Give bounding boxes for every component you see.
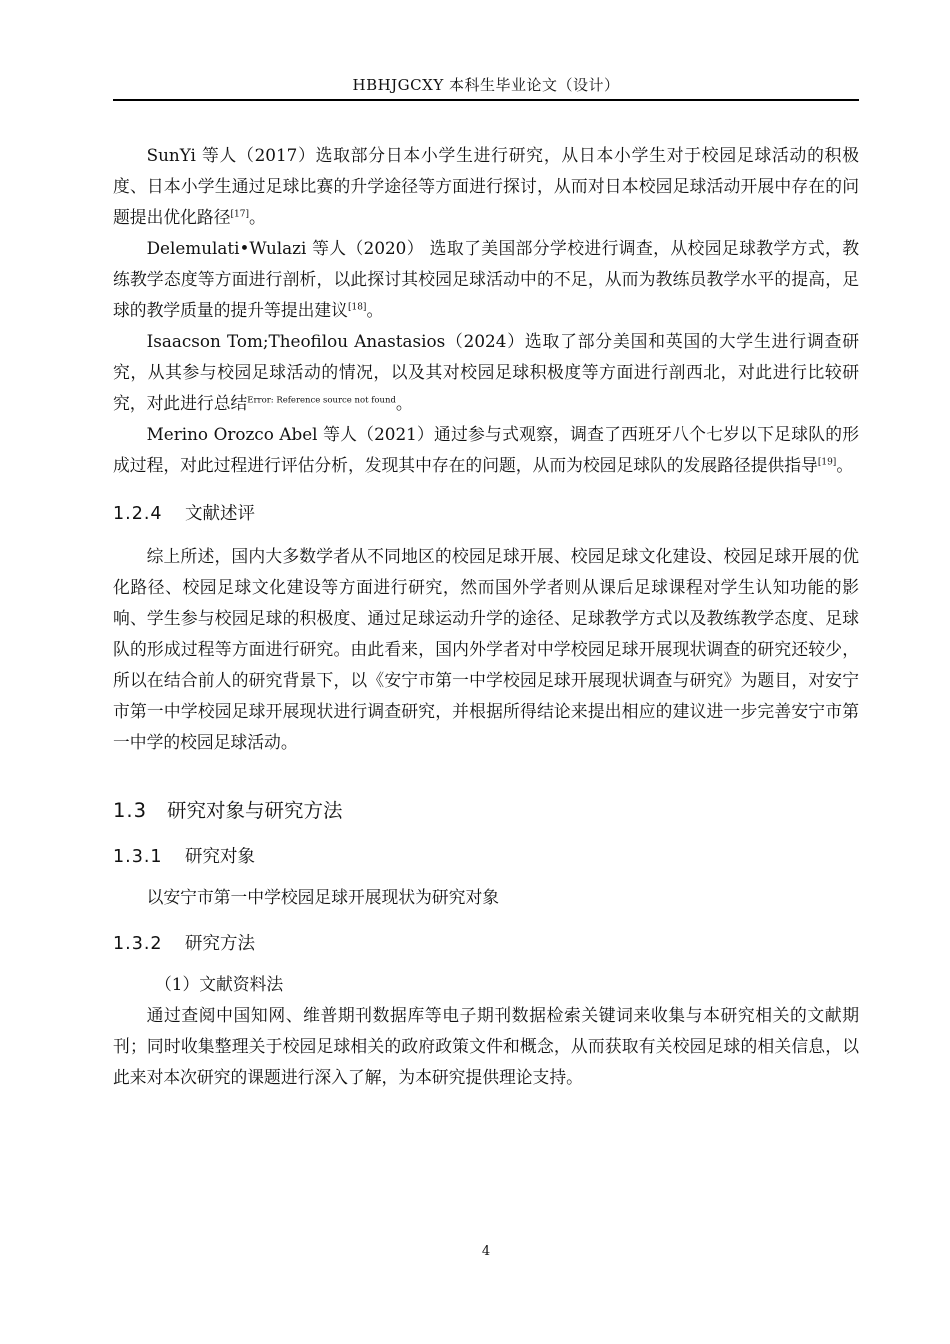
page-header: HBHJGCXY 本科生毕业论文（设计） [352,76,620,94]
paragraph-merino: Merino Orozco Abel 等人（2021）通过参与式观察，调查了西班牙八个七岁以下足球队的形成过程，对此过程进行评估分析，发现其中存在的问题，从而为校园足球队的发展路径提供指导[19]。 [113,424,859,475]
citation-error: Error: Reference source not found [247,395,396,406]
paragraph-review: 综上所述，国内大多数学者从不同地区的校园足球开展、校园足球文化建设、校园足球开展的优化路径、校园足球文化建设等方面进行研究，然而国外学者则从课后足球课程对学生认知功能的影响、学生参与校园足球的积极度、通过足球运动升学的途径、足球教学方式以及教练教学态度、足球队的形成过程等方面进行研究。由此看来，国内外学者对中学校园足球开展现状调查的研究还较少，所以在结合前人的研究背景下，以《安宁市第一中学校园足球开展现状调查与研究》为题目，对安宁市第一中学校园足球开展现状进行调查研究，并根据所得结论来提出相应的建议进一步完善安宁市第一中学的校园足球活动。 [113,546,859,752]
heading-1-3-1: 1.3.1 研究对象 [113,847,255,867]
page-number: 4 [481,1244,491,1259]
header-rule [113,99,859,101]
citation-17: [17] [230,209,249,220]
paragraph-literature-method: 通过查阅中国知网、维普期刊数据库等电子期刊数据检索关键词来收集与本研究相关的文献期刊；同时收集整理关于校园足球相关的政府政策文件和概念，从而获取有关校园足球的相关信息，以此来对本次研究的课题进行深入了解，为本研究提供理论支持。 [113,1005,859,1087]
heading-1-2-4: 1.2.4 文献述评 [113,504,255,524]
paragraph-sunyi: SunYi 等人（2017）选取部分日本小学生进行研究，从日本小学生对于校园足球活动的积极度、日本小学生通过足球比赛的升学途径等方面进行探讨，从而对日本校园足球活动开展中存在的问题提出优化路径[17]。 [113,145,859,227]
paragraph-delemulati: Delemulati•Wulazi 等人（2020） 选取了美国部分学校进行调查，从校园足球教学方式，教练教学态度等方面进行剖析，以此探讨其校园足球活动中的不足，从而为教练员教学水平的提高，足球的教学质量的提升等提出建议[18]。 [113,238,859,320]
method-label-literature: （1）文献资料法 [155,974,284,994]
citation-18: [18] [347,302,367,313]
page-body [113,140,859,1093]
heading-1-3: 1.3 研究对象与研究方法 [113,799,343,822]
citation-19: [19] [817,457,837,468]
heading-1-3-2: 1.3.2 研究方法 [113,934,255,954]
paragraph-research-object: 以安宁市第一中学校园足球开展现状为研究对象 [146,887,500,907]
paragraph-isaacson: Isaacson Tom;Theofilou Anastasios（2024）选取了部分美国和英国的大学生进行调查研究，从其参与校园足球活动的情况，以及其对校园足球积极度等方面进行剖西北，对此进行比较研究，对此进行总结$^{Error: Reference source not found}$。 [113,331,859,413]
